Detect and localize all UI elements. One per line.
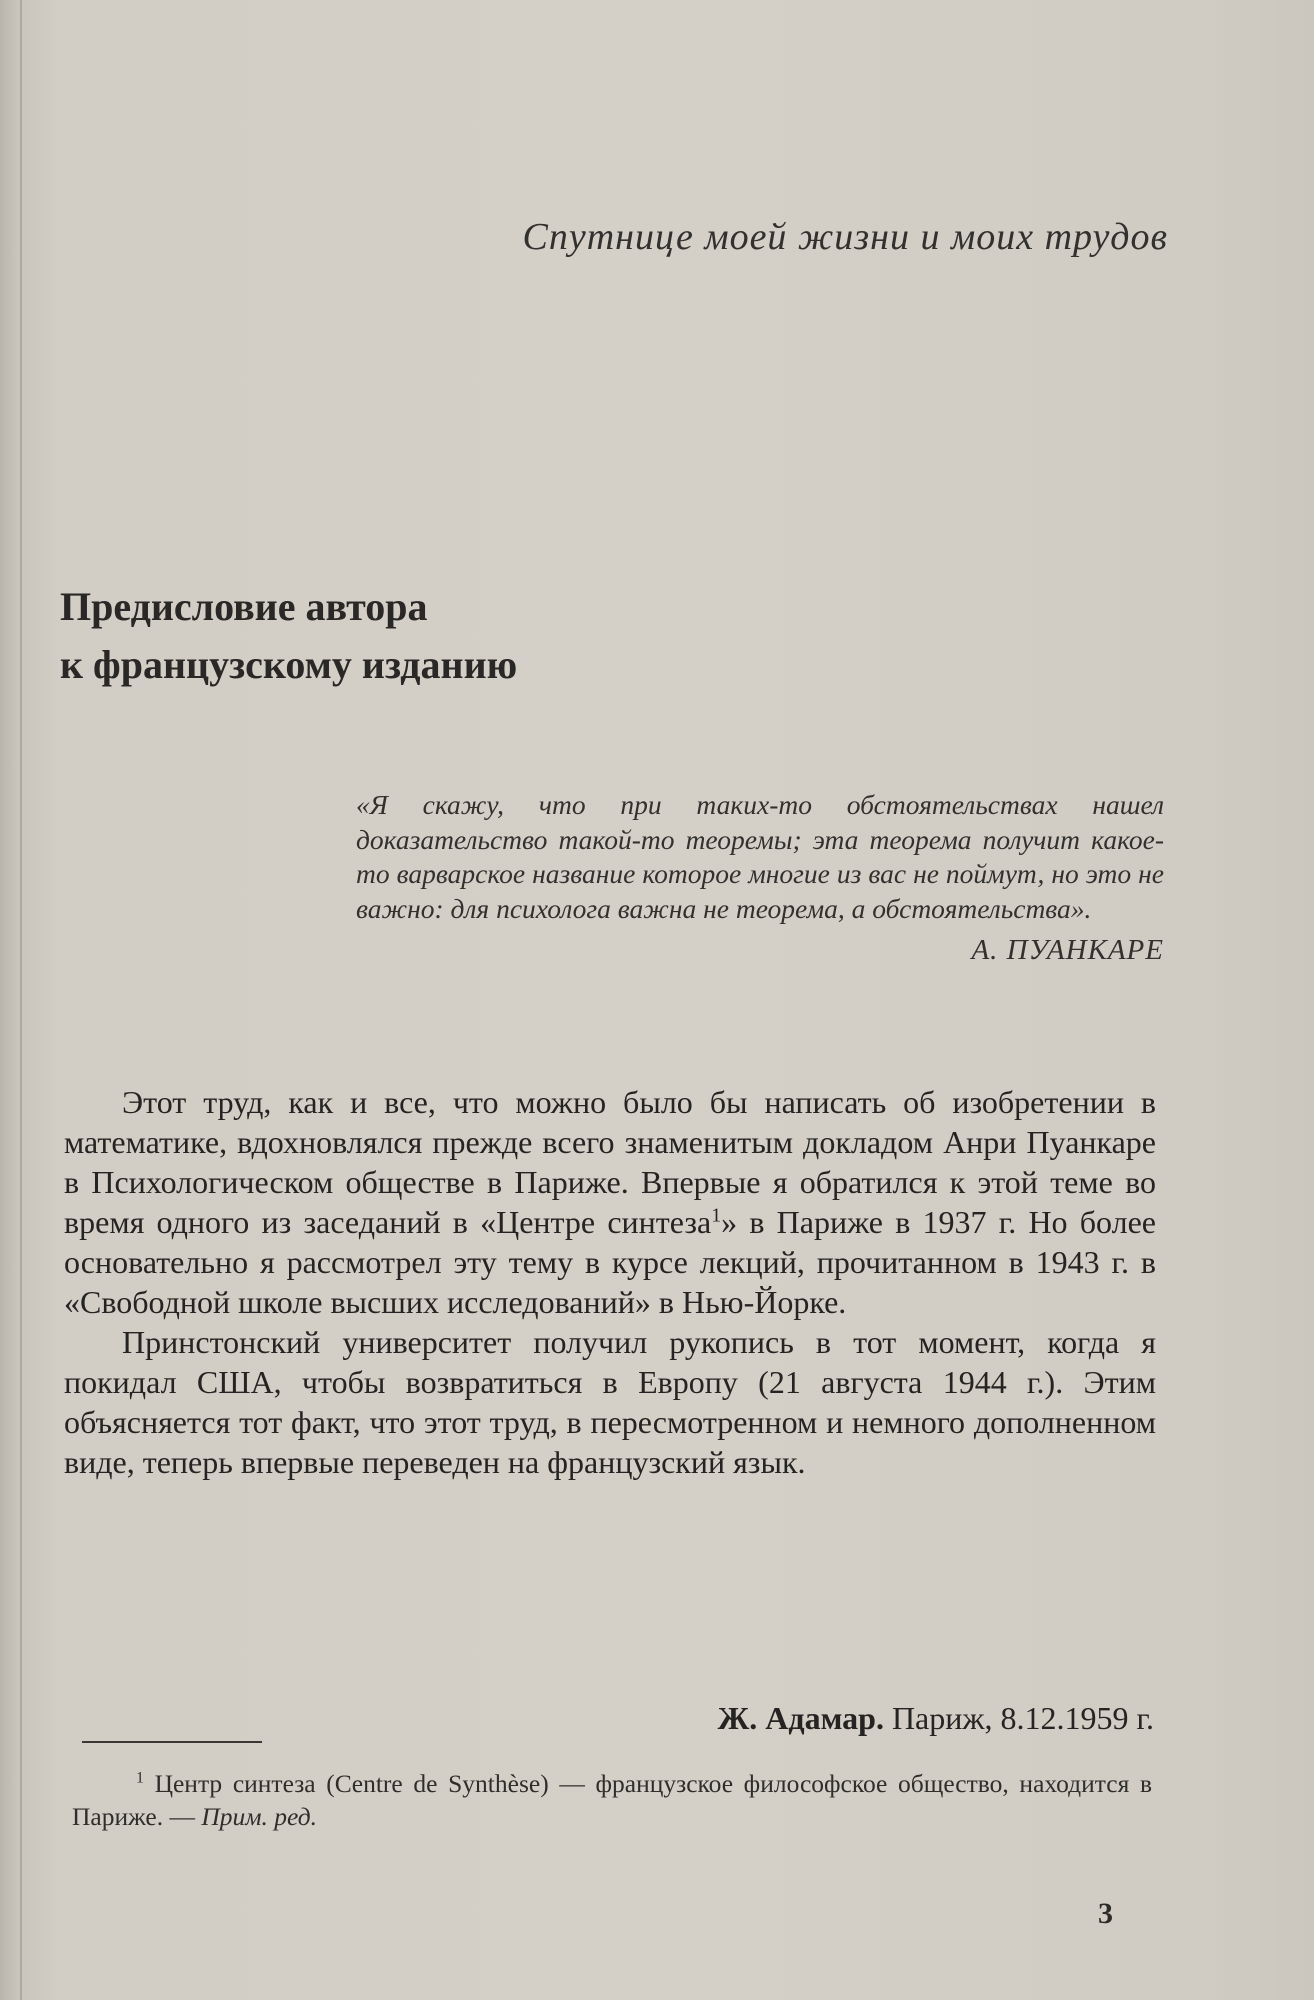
paragraph-1-part-2: » в Париже в 1937 г. Но более основательно я рассмотрел эту тему в курсе лекций, прочитанном в 1943 г. в «Свободной школе высших исследований» в Нью-Йорке. [64, 1204, 1157, 1320]
footnote-divider [82, 1741, 262, 1743]
section-title-line-2: к французскому изданию [60, 642, 518, 687]
signature [718, 1700, 1154, 1737]
paragraph-1 [64, 1082, 1156, 1322]
epigraph [356, 788, 1164, 967]
page-number: 3 [1098, 1897, 1113, 1930]
dedication: Спутнице моей жизни и моих трудов [522, 216, 1168, 258]
signature-place-date: Париж, 8.12.1959 г. [891, 1700, 1154, 1736]
epigraph-quote: «Я скажу, что при таких-то обстоятельствах нашел доказательство такой-то теоремы; эта теорема получит какое-то варварское название которое многие из вас не поймут, но это не важно: для психолога важна не теорема, а обстоятельства». [356, 789, 1164, 924]
paragraph-2: Принстонский университет получил рукопись в тот момент, когда я покидал США, чтобы возвратиться в Европу (21 августа 1944 г.). Этим объясняется тот факт, что этот труд, в пересмотренном и немного дополненном виде, теперь впервые переведен на французский язык. [64, 1324, 1156, 1480]
footnote-editor-note: Прим. ред. [201, 1802, 318, 1831]
epigraph-author: А. ПУАНКАРЕ [971, 934, 1164, 966]
section-title [60, 578, 517, 694]
footnote [72, 1767, 1152, 1833]
author-signature: Ж. Адамар. [717, 1700, 884, 1736]
footnote-text: Центр синтеза (Centre de Synthèse) — французское философское общество, находится в Париже. — [72, 1769, 1153, 1831]
footnote-mark: 1 [136, 1769, 144, 1787]
footnote-reference: 1 [711, 1204, 722, 1227]
preface-body [64, 1082, 1156, 1482]
paragraph-1-part-1: Этот труд, как и все, что можно было бы написать об изобретении в математике, вдохновлялся прежде всего знаменитым докладом Анри Пуанкаре в Психологическом обществе в Париже. Впервые я обратился к этой теме во время одного из заседаний в «Центре синтеза [64, 1084, 1156, 1240]
binding-gutter [20, 0, 22, 2000]
section-title-line-1: Предисловие автора [60, 584, 428, 629]
